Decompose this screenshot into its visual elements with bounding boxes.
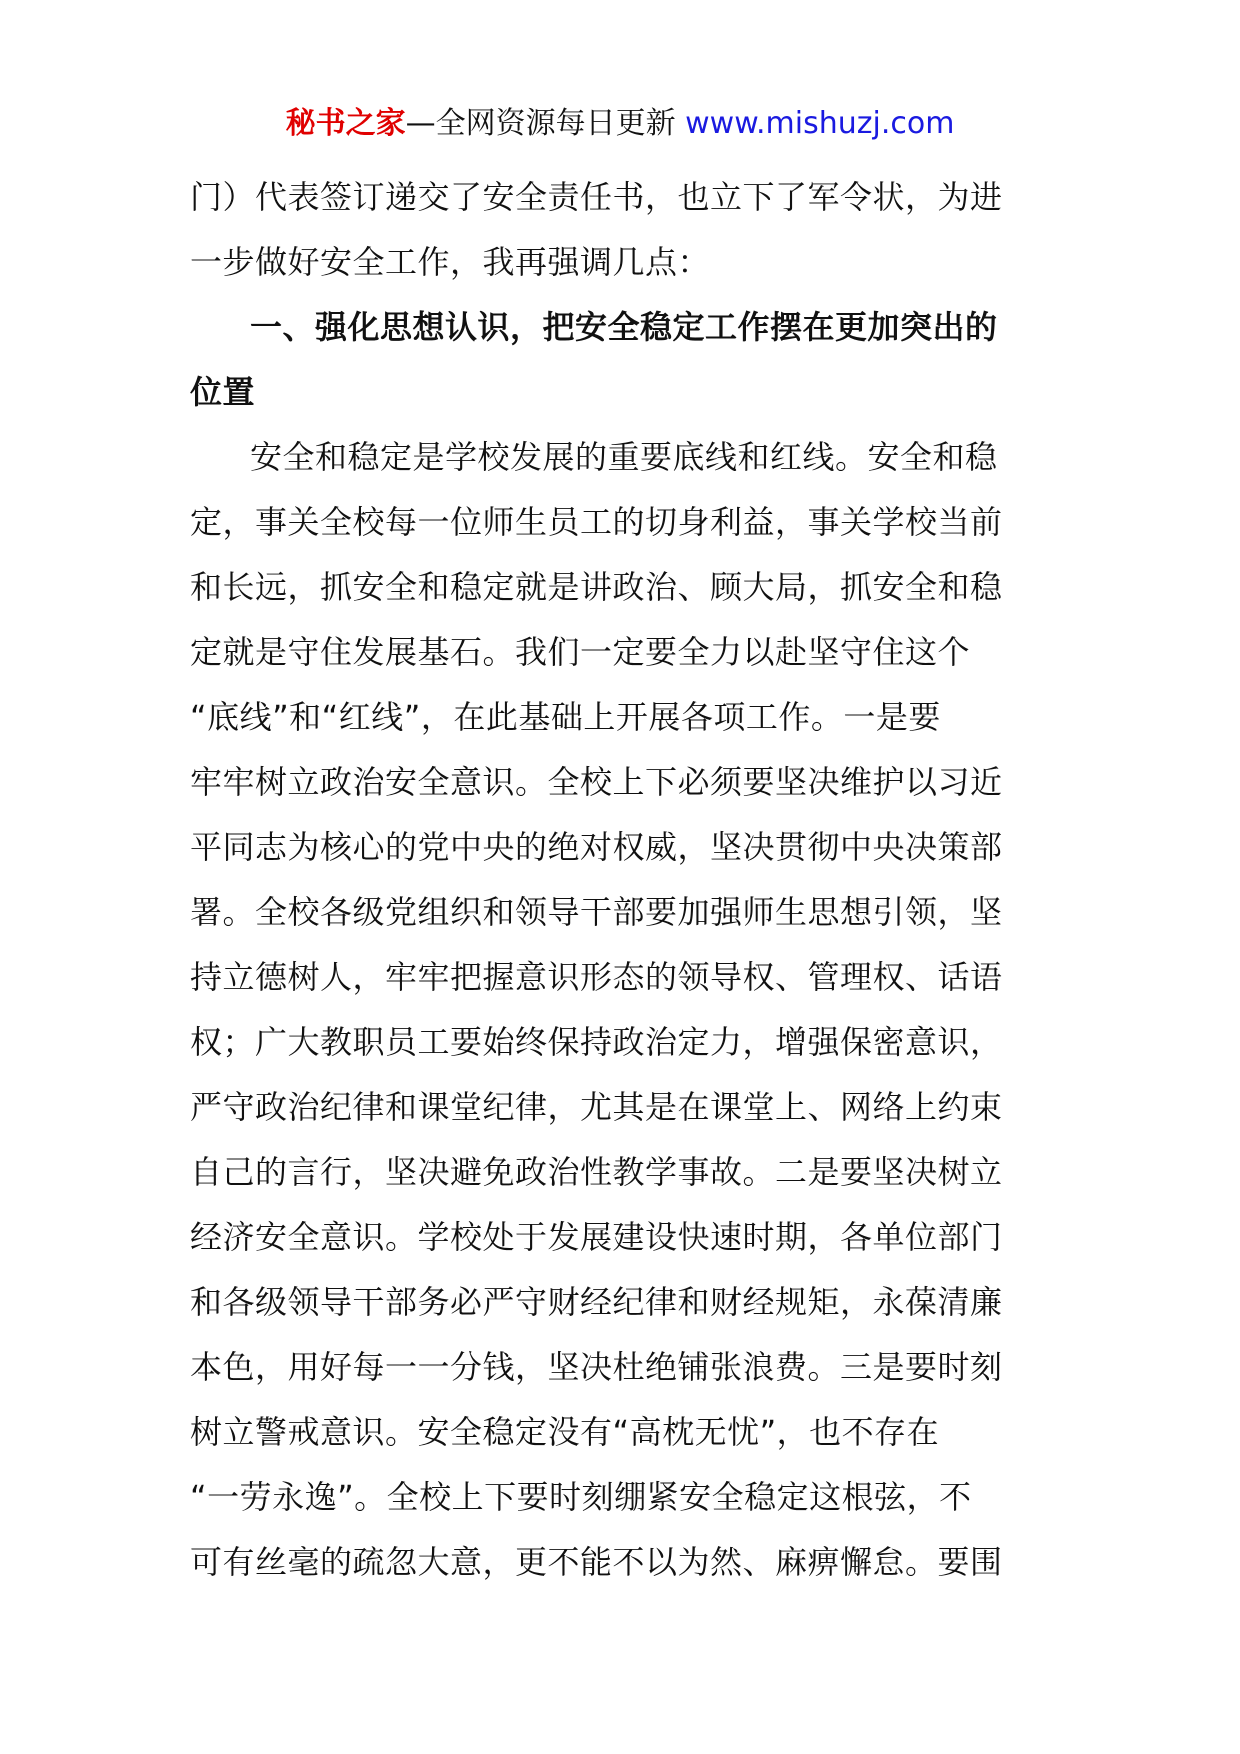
paragraph-line: 权；广大教职员工要始终保持政治定力，增强保密意识， (190, 1023, 1003, 1061)
paragraph-line: 定，事关全校每一位师生员工的切身利益，事关学校当前 (190, 503, 1003, 541)
paragraph-line: 平同志为核心的党中央的绝对权威，坚决贯彻中央决策部 (190, 828, 1003, 866)
paragraph-line: 署。全校各级党组织和领导干部要加强师生思想引领，坚 (190, 893, 1003, 931)
website-link[interactable]: www.mishuzj.com (685, 106, 955, 141)
section-heading-line: 一、强化思想认识，把安全稳定工作摆在更加突出的 (250, 308, 998, 346)
section-heading-line: 位置 (190, 373, 256, 411)
page-header (0, 104, 1240, 144)
paragraph-line: 持立德树人，牢牢把握意识形态的领导权、管理权、话语 (190, 958, 1003, 996)
document-body (190, 165, 1060, 1595)
paragraph-line: 本色，用好每一一分钱，坚决杜绝铺张浪费。三是要时刻 (190, 1348, 1003, 1386)
paragraph-line: 自己的言行，坚决避免政治性教学事故。二是要坚决树立 (190, 1153, 1003, 1191)
paragraph-line: “底线”和“红线”，在此基础上开展各项工作。一是要 (190, 698, 941, 736)
paragraph-line: 和长远，抓安全和稳定就是讲政治、顾大局，抓安全和稳 (190, 568, 1003, 606)
brand-name: 秘书之家 (285, 106, 406, 141)
paragraph-line: 门）代表签订递交了安全责任书，也立下了军令状，为进 (190, 178, 1003, 216)
paragraph-line: 经济安全意识。学校处于发展建设快速时期，各单位部门 (190, 1218, 1003, 1256)
paragraph-line: 定就是守住发展基石。我们一定要全力以赴坚守住这个 (190, 633, 971, 671)
paragraph-line: 树立警戒意识。安全稳定没有“高枕无忧”，也不存在 (190, 1413, 940, 1451)
paragraph-line: 安全和稳定是学校发展的重要底线和红线。安全和稳 (250, 438, 998, 476)
header-slogan: —全网资源每日更新 (405, 106, 686, 141)
paragraph-line: “一劳永逸”。全校上下要时刻绷紧安全稳定这根弦，不 (190, 1478, 972, 1516)
paragraph-line: 和各级领导干部务必严守财经纪律和财经规矩，永葆清廉 (190, 1283, 1003, 1321)
paragraph-line: 牢牢树立政治安全意识。全校上下必须要坚决维护以习近 (190, 763, 1003, 801)
paragraph-line: 一步做好安全工作，我再强调几点： (190, 243, 711, 281)
paragraph-line: 可有丝毫的疏忽大意，更不能不以为然、麻痹懈怠。要围 (190, 1543, 1003, 1581)
paragraph-line: 严守政治纪律和课堂纪律，尤其是在课堂上、网络上约束 (190, 1088, 1003, 1126)
